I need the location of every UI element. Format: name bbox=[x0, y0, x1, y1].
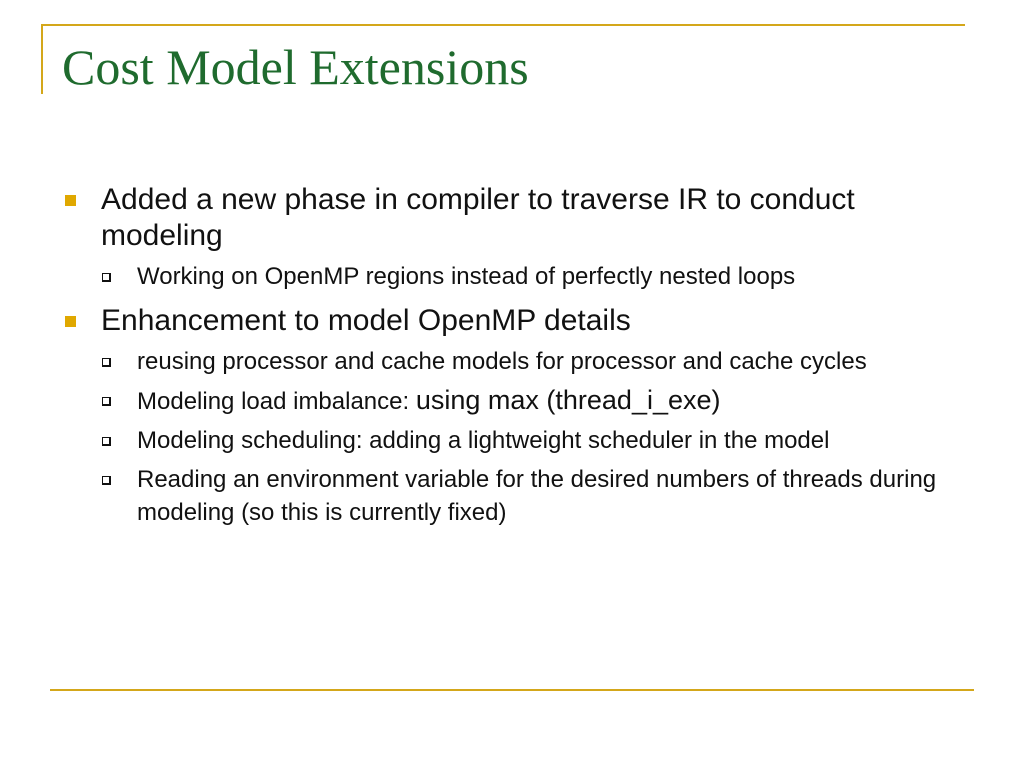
hollow-square-bullet-icon bbox=[102, 358, 111, 367]
hollow-square-bullet-icon bbox=[102, 476, 111, 485]
sub-bullet-text: Working on OpenMP regions instead of perfectly nested loops bbox=[137, 263, 796, 290]
sub-bullet-text-emphasis: using max (thread_i_exe) bbox=[415, 385, 721, 415]
bullet-text: Added a new phase in compiler to traverse IR to conduct modeling bbox=[101, 183, 855, 252]
top-rule bbox=[41, 24, 965, 26]
sub-bullet-item bbox=[101, 384, 952, 418]
sub-bullet-text: reusing processor and cache models for processor and cache cycles bbox=[137, 348, 867, 375]
bullet-item bbox=[62, 303, 952, 529]
sub-bullet-item bbox=[101, 260, 952, 293]
sub-bullet-item bbox=[101, 463, 952, 529]
bullet-list bbox=[62, 182, 952, 539]
square-bullet-icon bbox=[65, 316, 76, 327]
bottom-rule bbox=[50, 689, 974, 691]
left-rule bbox=[41, 24, 43, 94]
sub-bullet-list bbox=[101, 345, 952, 529]
bullet-item bbox=[62, 182, 952, 293]
sub-bullet-list bbox=[101, 260, 952, 293]
sub-bullet-text: Reading an environment variable for the desired numbers of threads during modeling (so this is currently fixed) bbox=[137, 466, 937, 526]
square-bullet-icon bbox=[65, 195, 76, 206]
sub-bullet-item bbox=[101, 424, 952, 457]
sub-bullet-item bbox=[101, 345, 952, 378]
hollow-square-bullet-icon bbox=[102, 273, 111, 282]
sub-bullet-text-prefix: Modeling load imbalance: bbox=[137, 388, 416, 415]
hollow-square-bullet-icon bbox=[102, 397, 111, 406]
bullet-text: Enhancement to model OpenMP details bbox=[101, 304, 631, 337]
hollow-square-bullet-icon bbox=[102, 437, 111, 446]
sub-bullet-text: Modeling scheduling: adding a lightweight scheduler in the model bbox=[137, 427, 830, 454]
slide-title: Cost Model Extensions bbox=[62, 39, 529, 95]
